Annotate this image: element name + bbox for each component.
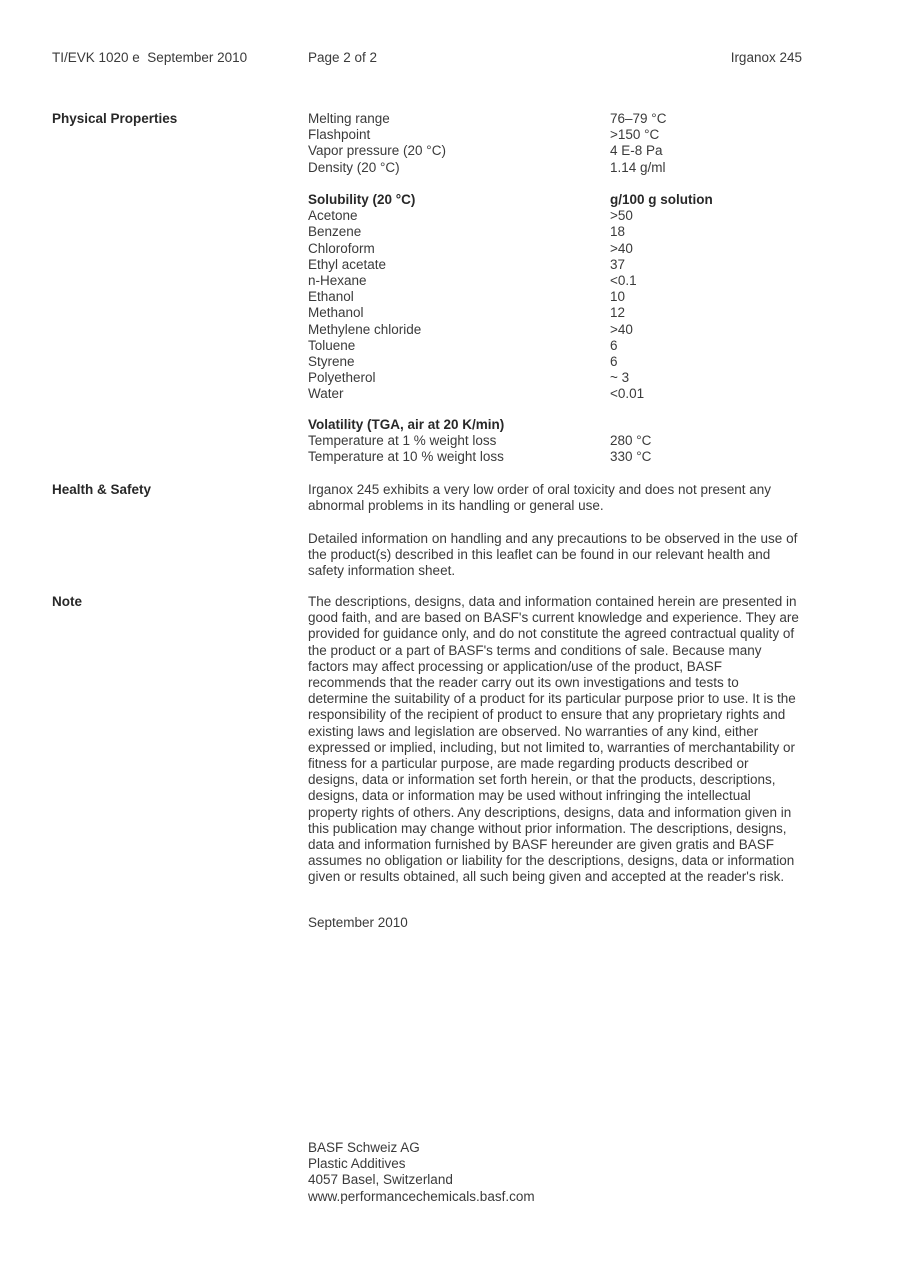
solubility-row xyxy=(308,305,802,321)
section-note xyxy=(52,594,802,886)
document-reference: TI/EVK 1020 e September 2010 xyxy=(52,50,248,65)
solubility-row xyxy=(308,224,802,240)
solvent-name: Benzene xyxy=(308,224,362,240)
section-health-safety xyxy=(52,482,802,579)
property-value: 1.14 g/ml xyxy=(610,159,666,175)
footer-address xyxy=(52,1140,802,1205)
solvent-name: Acetone xyxy=(308,208,358,224)
solubility-row xyxy=(308,338,802,354)
property-row xyxy=(308,111,802,127)
solvent-name: n-Hexane xyxy=(308,273,367,289)
property-row xyxy=(308,127,802,143)
solubility-row xyxy=(308,386,802,402)
solubility-value: 6 xyxy=(610,354,618,370)
volatility-row xyxy=(308,433,802,449)
solubility-value: >40 xyxy=(610,321,633,337)
property-row xyxy=(308,143,802,159)
volatility-name: Temperature at 1 % weight loss xyxy=(308,433,497,449)
solubility-row xyxy=(308,208,802,224)
health-paragraph: Irganox 245 exhibits a very low order of oral toxicity and does not present any abnormal problems in its handling or general use. xyxy=(308,482,772,514)
section-physical-properties xyxy=(52,111,802,176)
property-name: Vapor pressure (20 °C) xyxy=(308,143,446,159)
volatility-value: 330 °C xyxy=(610,449,652,465)
solubility-value: 6 xyxy=(610,337,618,353)
solubility-header-row xyxy=(308,192,802,208)
solvent-name: Polyetherol xyxy=(308,370,376,386)
solvent-name: Methylene chloride xyxy=(308,321,422,337)
solubility-row xyxy=(308,257,802,273)
solubility-value: 12 xyxy=(610,305,626,321)
section-label-note: Note xyxy=(52,594,82,609)
section-label-health-safety: Health & Safety xyxy=(52,482,152,497)
footer-company: BASF Schweiz AG xyxy=(308,1140,420,1155)
property-value: 4 E-8 Pa xyxy=(610,143,663,159)
solubility-value: >50 xyxy=(610,208,633,224)
solvent-name: Ethyl acetate xyxy=(308,256,387,272)
volatility-header: Volatility (TGA, air at 20 K/min) xyxy=(308,417,505,432)
footer-division: Plastic Additives xyxy=(308,1156,406,1172)
footer-website: www.performancechemicals.basf.com xyxy=(308,1188,535,1204)
health-paragraph: Detailed information on handling and any precautions to be observed in the use of the product(s) described in this leaflet can be found in our relevant health and safety information sheet. xyxy=(308,530,798,578)
solubility-value: 10 xyxy=(610,289,626,305)
solvent-name: Ethanol xyxy=(308,289,354,305)
property-name: Melting range xyxy=(308,111,390,126)
section-volatility xyxy=(52,417,802,466)
solvent-name: Water xyxy=(308,386,344,402)
solubility-row xyxy=(308,273,802,289)
property-value: >150 °C xyxy=(610,127,660,143)
page-number: Page 2 of 2 xyxy=(308,50,378,65)
solvent-name: Chloroform xyxy=(308,240,375,256)
property-value: 76–79 °C xyxy=(610,111,667,126)
solubility-row xyxy=(308,370,802,386)
solubility-row xyxy=(308,241,802,257)
note-date: September 2010 xyxy=(308,915,408,930)
section-label-physical-properties: Physical Properties xyxy=(52,111,178,126)
solvent-name: Methanol xyxy=(308,305,364,321)
volatility-value: 280 °C xyxy=(610,433,652,449)
page-header xyxy=(52,50,802,66)
note-paragraph: The descriptions, designs, data and information contained herein are presented in good faith, and are based on BASF's current knowledge and experience. They are provided for guidance only, and do not constitute the agreed contractual quality of the product or a part of BASF's terms and conditions of sale. Because many factors may affect processing or application/use of the product, BASF recommends that the reader carry out its own investigations and tests to determine the suitability of a product for its particular purpose prior to use. It is the responsibility of the recipient of product to ensure that any proprietary rights and existing laws and legislation are observed. No warranties of any kind, either expressed or implied, including, but not limited to, warranties of merchantability or fitness for a particular purpose, are made regarding products described or designs, data or information set forth herein, or that the products, descriptions, designs, data or information may be used without infringing the intellectual property rights of others. Any descriptions, designs, data and information given in this publication may change without prior information. The descriptions, designs, data and information furnished by BASF hereunder are given gratis and BASF assumes no obligation or liability for the descriptions, designs, data or information given or results obtained, all such being given and accepted at the reader's risk. xyxy=(308,594,799,885)
property-row xyxy=(308,160,802,176)
property-name: Density (20 °C) xyxy=(308,159,400,175)
solvent-name: Toluene xyxy=(308,337,356,353)
solubility-value: >40 xyxy=(610,240,633,256)
section-solubility xyxy=(52,192,802,403)
solubility-unit-header: g/100 g solution xyxy=(610,192,713,207)
solubility-row xyxy=(308,354,802,370)
solubility-value: 37 xyxy=(610,256,626,272)
solubility-row xyxy=(308,322,802,338)
solubility-value: <0.1 xyxy=(610,273,637,289)
volatility-row xyxy=(308,449,802,465)
note-date-line xyxy=(52,915,802,931)
product-name: Irganox 245 xyxy=(730,50,802,65)
solvent-name: Styrene xyxy=(308,354,355,370)
solubility-value: <0.01 xyxy=(610,386,645,402)
solubility-value: 18 xyxy=(610,224,626,240)
solubility-row xyxy=(308,289,802,305)
property-name: Flashpoint xyxy=(308,127,371,143)
volatility-name: Temperature at 10 % weight loss xyxy=(308,449,504,465)
solubility-value: ~ 3 xyxy=(610,370,630,386)
solubility-header: Solubility (20 °C) xyxy=(308,192,416,207)
footer-address-line: 4057 Basel, Switzerland xyxy=(308,1172,453,1188)
